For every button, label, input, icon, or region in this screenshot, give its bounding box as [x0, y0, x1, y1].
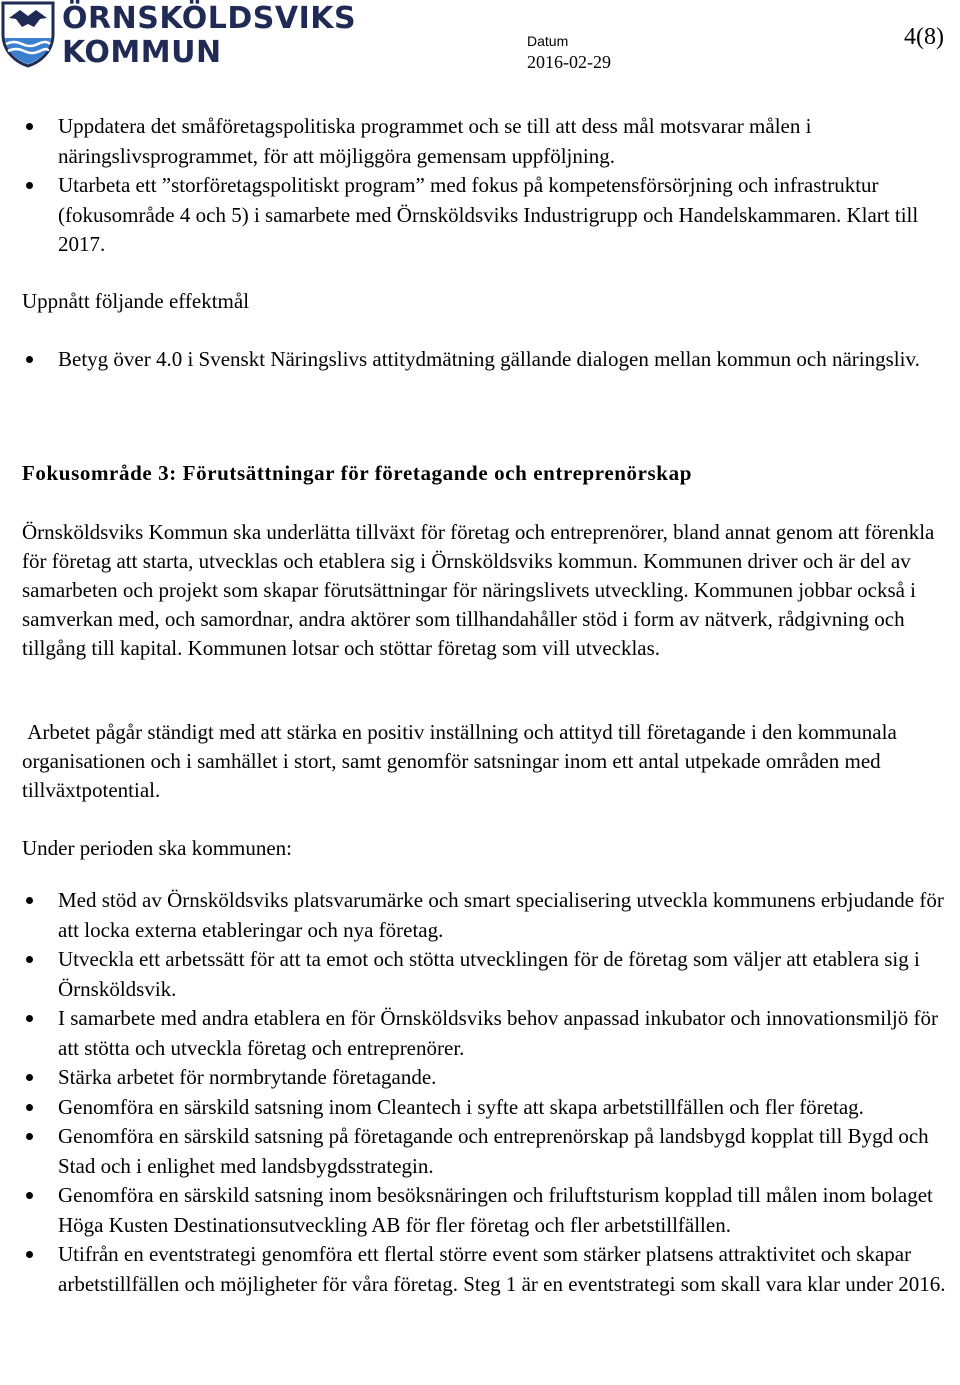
period-heading: Under perioden ska kommunen:	[22, 836, 293, 860]
list-item: Utifrån en eventstrategi genomföra ett flertal större event som stärker platsens attraktivitet och skapar arbetstillfällen och möjligheter för våra företag. Steg 1 är en eventstrategi som skall vara klar under 2016.	[0, 1240, 960, 1299]
list-item: Utarbeta ett ”storföretagspolitiskt program” med fokus på kompetensförsörjning och infrastruktur (fokusområde 4 och 5) i samarbete med Örnsköldsviks Industrigrupp och Handelskammaren. Klart till 2017.	[0, 171, 960, 260]
action-list-2	[0, 886, 960, 1299]
paragraph: Örnsköldsviks Kommun ska underlätta tillväxt för företag och entreprenörer, bland annat genom att förenkla för företag att starta, utvecklas och etablera sig i Örnsköldsviks kommun. Kommunen driver och är del av samarbeten och projekt som skapar förutsättningar för näringslivets utveckling. Kommunen jobbar också i samverkan med, och samordnar, andra aktörer som tillhandahåller stöd i form av nätverk, rådgivning och tillgång till kapital. Kommunen lotsar och stöttar företag som vill utvecklas.	[22, 520, 935, 660]
effect-goal-heading: Uppnått följande effektmål	[22, 289, 250, 313]
municipality-crest-icon	[0, 0, 56, 68]
date-label: Datum	[527, 33, 569, 49]
list-item: Genomföra en särskild satsning på företagande och entreprenörskap på landsbygd kopplat till Bygd och Stad och i enlighet med landsbygdsstrategin.	[0, 1122, 960, 1181]
paragraph: Arbetet pågår ständigt med att stärka en positiv inställning och attityd till företagande i den kommunala organisationen och i samhället i stort, samt genomför satsningar inom ett antal utpekade områden med tillväxtpotential.	[22, 720, 903, 802]
list-item: Betyg över 4.0 i Svenskt Näringslivs attitydmätning gällande dialogen mellan kommun och näringsliv.	[0, 345, 960, 375]
logo-text-line1: ÖRNSKÖLDSVIKS	[62, 1, 357, 36]
list-item: I samarbete med andra etablera en för Örnsköldsviks behov anpassad inkubator och innovationsmiljö för att stötta och utveckla företag och entreprenörer.	[0, 1004, 960, 1063]
list-item: Genomföra en särskild satsning inom besöksnäringen och friluftsturism kopplad till målen inom bolaget Höga Kusten Destinationsutveckling AB för fler företag och fler arbetstillfällen.	[0, 1181, 960, 1240]
page-number: 4(8)	[904, 24, 944, 50]
logo-text-line2: KOMMUN	[62, 35, 222, 70]
list-item: Stärka arbetet för normbrytande företagande.	[0, 1063, 960, 1093]
page-header	[0, 0, 960, 80]
effect-goal-list	[0, 345, 960, 375]
list-item: Med stöd av Örnsköldsviks platsvarumärke och smart specialisering utveckla kommunens erbjudande för att locka externa etableringar och nya företag.	[0, 886, 960, 945]
list-item: Uppdatera det småföretagspolitiska programmet och se till att dess mål motsvarar målen i näringslivsprogrammet, för att möjliggöra gemensam uppföljning.	[0, 112, 960, 171]
municipality-name	[62, 2, 356, 70]
action-list-1	[0, 112, 960, 260]
section-heading: Fokusområde 3: Förutsättningar för företagande och entreprenörskap	[22, 461, 692, 485]
date-value: 2016-02-29	[527, 52, 611, 72]
list-item: Utveckla ett arbetssätt för att ta emot och stötta utvecklingen för de företag som väljer att etablera sig i Örnsköldsvik.	[0, 945, 960, 1004]
list-item: Genomföra en särskild satsning inom Cleantech i syfte att skapa arbetstillfällen och fler företag.	[0, 1093, 960, 1123]
